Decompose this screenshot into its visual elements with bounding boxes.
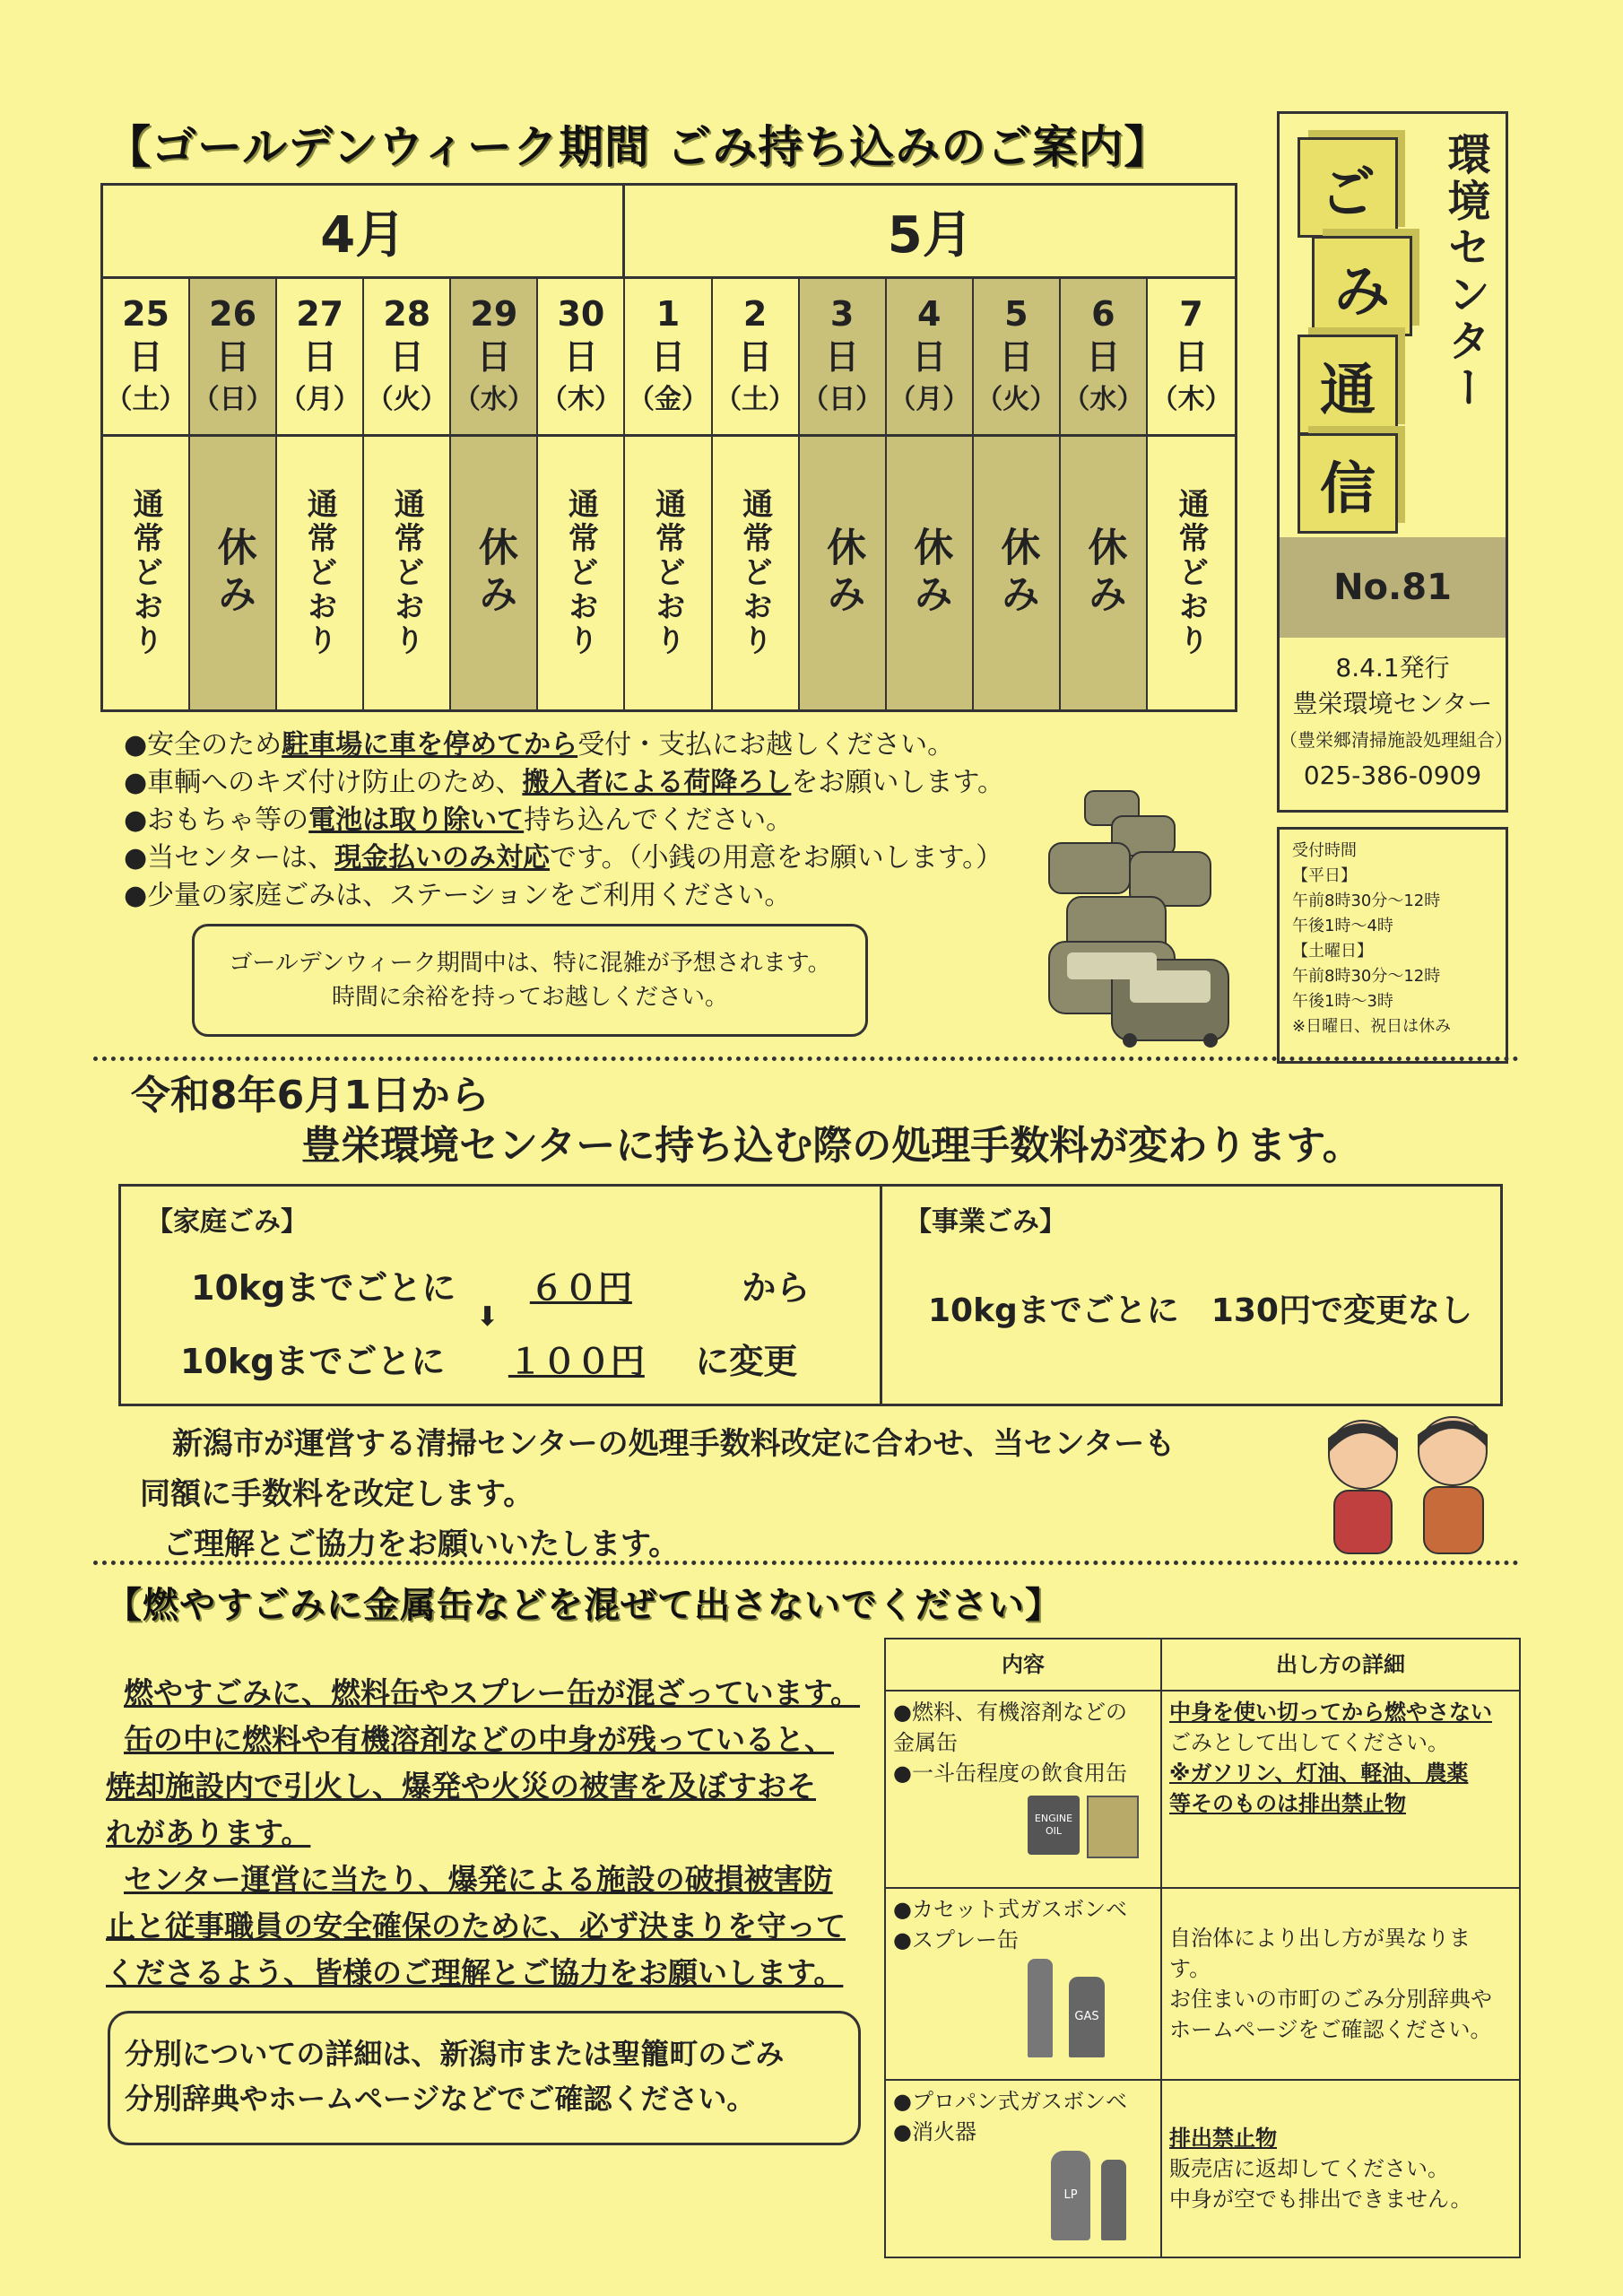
sorting-reference-box: 分別についての詳細は、新潟市または聖籠町のごみ 分別辞典やホームページなどでご確認ください。 (108, 2011, 861, 2145)
day-status-closed: 休み (190, 437, 277, 709)
per10kg-new: 10kgまでごとに (180, 1342, 446, 1381)
issue-date: 8.4.1発行 (1335, 653, 1450, 683)
day-status-closed: 休み (887, 437, 974, 709)
day-header: 2 日 （土） (713, 279, 800, 437)
change-text: に変更 (695, 1342, 798, 1381)
day-header: 25 日 （土） (103, 279, 190, 437)
gw-calendar (100, 183, 1237, 712)
spray-can-icon: GAS (1028, 1959, 1153, 2057)
bowing-people-illustration (1311, 1408, 1508, 1561)
note-station: ●少量の家庭ごみは、ステーションをご利用ください。 (124, 880, 792, 911)
day-status-closed: 休み (1061, 437, 1148, 709)
note-unloading: ●車輌へのキズ付け防止のため、搬入者による荷降ろしをお願いします。 (124, 767, 1004, 798)
day-status-open: 通常どおり (625, 437, 712, 709)
phone-number: 025-386-0909 (1303, 761, 1482, 790)
metal-cans-title: 【燃やすごみに金属缶などを混ぜて出さないでください】 (106, 1585, 1062, 1626)
day-status-open: 通常どおり (103, 437, 190, 709)
day-header: 27 日 （月） (277, 279, 364, 437)
fee-effective-date: 令和8年6月1日から (131, 1073, 490, 1118)
center-name: 環境センター (1440, 132, 1490, 412)
fee-heading (131, 1071, 1362, 1171)
divider-2 (93, 1561, 1519, 1565)
business-label: 【事業ごみ】 (905, 1206, 1066, 1238)
congestion-note: ゴールデンウィーク期間中は、特に混雑が予想されます。 時間に余裕を持ってお越しください。 (192, 924, 868, 1037)
day-header: 26 日 （日） (190, 279, 277, 437)
fee-change-title: 豊栄環境センターに持ち込む際の処理手数料が変わります。 (301, 1123, 1362, 1169)
fee-table (118, 1184, 1503, 1406)
old-price: ６０円 (529, 1268, 632, 1308)
arrow-down-icon: ⬇ (476, 1301, 499, 1333)
day-header: 7 日 （木） (1148, 279, 1235, 437)
per10kg-old: 10kgまでごとに (191, 1268, 456, 1308)
divider-1 (93, 1057, 1519, 1061)
month-april: 4月 (103, 186, 625, 279)
issue-info (1280, 650, 1513, 794)
org-name: 豊栄環境センター (1292, 689, 1493, 718)
oil-can-icon: ENGINE OIL (1028, 1796, 1153, 1858)
day-header: 1 日 （金） (625, 279, 712, 437)
day-status-open: 通常どおり (277, 437, 364, 709)
from-text: から (742, 1268, 811, 1308)
logo-char-3: 通 (1298, 335, 1398, 435)
table-row: ●カセット式ガスボンベ ●スプレー缶 GAS 自治体により出し方が異なります。 お住まいの市町のごみ分別辞典や ホームページをご確認ください。 (885, 1888, 1520, 2080)
household-fee (121, 1187, 882, 1404)
day-status-open: 通常どおり (364, 437, 451, 709)
day-header: 4 日 （月） (887, 279, 974, 437)
note-parking: ●安全のため駐車場に車を停めてから受付・支払にお越しください。 (124, 729, 955, 761)
gw-notes (124, 726, 1004, 915)
col-content: 内容 (885, 1639, 1161, 1691)
issue-number: No.81 (1280, 537, 1506, 638)
day-status-closed: 休み (800, 437, 887, 709)
logo-char-2: み (1312, 236, 1412, 336)
new-price: １００円 (508, 1342, 645, 1381)
month-may: 5月 (625, 186, 1235, 279)
logo-char-4: 信 (1298, 433, 1398, 534)
day-header: 3 日 （日） (800, 279, 887, 437)
logo-char-1: ご (1298, 137, 1398, 238)
note-cash: ●当センターは、現金払いのみ対応です。（小銭の用意をお願いします。） (124, 842, 1003, 874)
day-status-open: 通常どおり (538, 437, 625, 709)
fee-explanation: 新潟市が運営する清掃センターの処理手数料改定に合わせ、当センターも 同額に手数料を改定します。 ご理解とご協力をお願いいたします。 (140, 1426, 1176, 1562)
day-header: 28 日 （火） (364, 279, 451, 437)
business-fee: 10kgまでごとに 130円で変更なし (928, 1292, 1472, 1329)
traffic-jam-illustration (1031, 780, 1237, 1049)
household-label: 【家庭ごみ】 (146, 1206, 308, 1238)
hazardous-items-table (884, 1638, 1521, 2258)
day-header: 30 日 （木） (538, 279, 625, 437)
day-header: 29 日 （水） (451, 279, 538, 437)
day-status-open: 通常どおり (713, 437, 800, 709)
note-batteries: ●おもちゃ等の電池は取り除いて持ち込んでください。 (124, 804, 794, 836)
reception-hours: 受付時間 【平日】 午前8時30分～12時 午後1時～4時 【土曜日】 午前8時30分～12時 午後1時～3時 ※日曜日、祝日は休み (1277, 827, 1508, 1064)
day-header: 6 日 （水） (1061, 279, 1148, 437)
org-subname: （豊栄郷清掃施設処理組合） (1280, 729, 1513, 751)
col-disposal: 出し方の詳細 (1161, 1639, 1520, 1691)
day-header: 5 日 （火） (974, 279, 1061, 437)
propane-extinguisher-icon: LP (1051, 2151, 1153, 2240)
gw-title: 【ゴールデンウィーク期間 ごみ持ち込みのご案内】 (106, 121, 1170, 173)
table-row: ●プロパン式ガスボンベ ●消火器 LP 排出禁止物 販売店に返却してください。 中身が空でも排出できません。 (885, 2080, 1520, 2257)
metal-explanation: 燃やすごみに、燃料缶やスプレー缶が混ざっています。 缶の中に燃料や有機溶剤などの中身が残っていると、 焼却施設内で引火し、爆発や火災の被害を及ぼすおそ れがあります。 センター運営に当たり、爆発による施設の破損被害防 止と従事職員の安全確保のために、必ず決まりを守って くださるよう、皆様のご理解とご協力をお願いします。 (106, 1675, 861, 1990)
day-status-closed: 休み (451, 437, 538, 709)
day-status-closed: 休み (974, 437, 1061, 709)
table-row: ●燃料、有機溶剤などの 金属缶 ●一斗缶程度の飲食用缶 ENGINE OIL 中身を使い切ってから燃やさない ごみとして出してください。 ※ガソリン、灯油、軽油、農薬 等そのものは排出禁止物 (885, 1691, 1520, 1888)
gomi-tsushin-masthead (1277, 111, 1513, 813)
day-status-open: 通常どおり (1172, 488, 1209, 658)
